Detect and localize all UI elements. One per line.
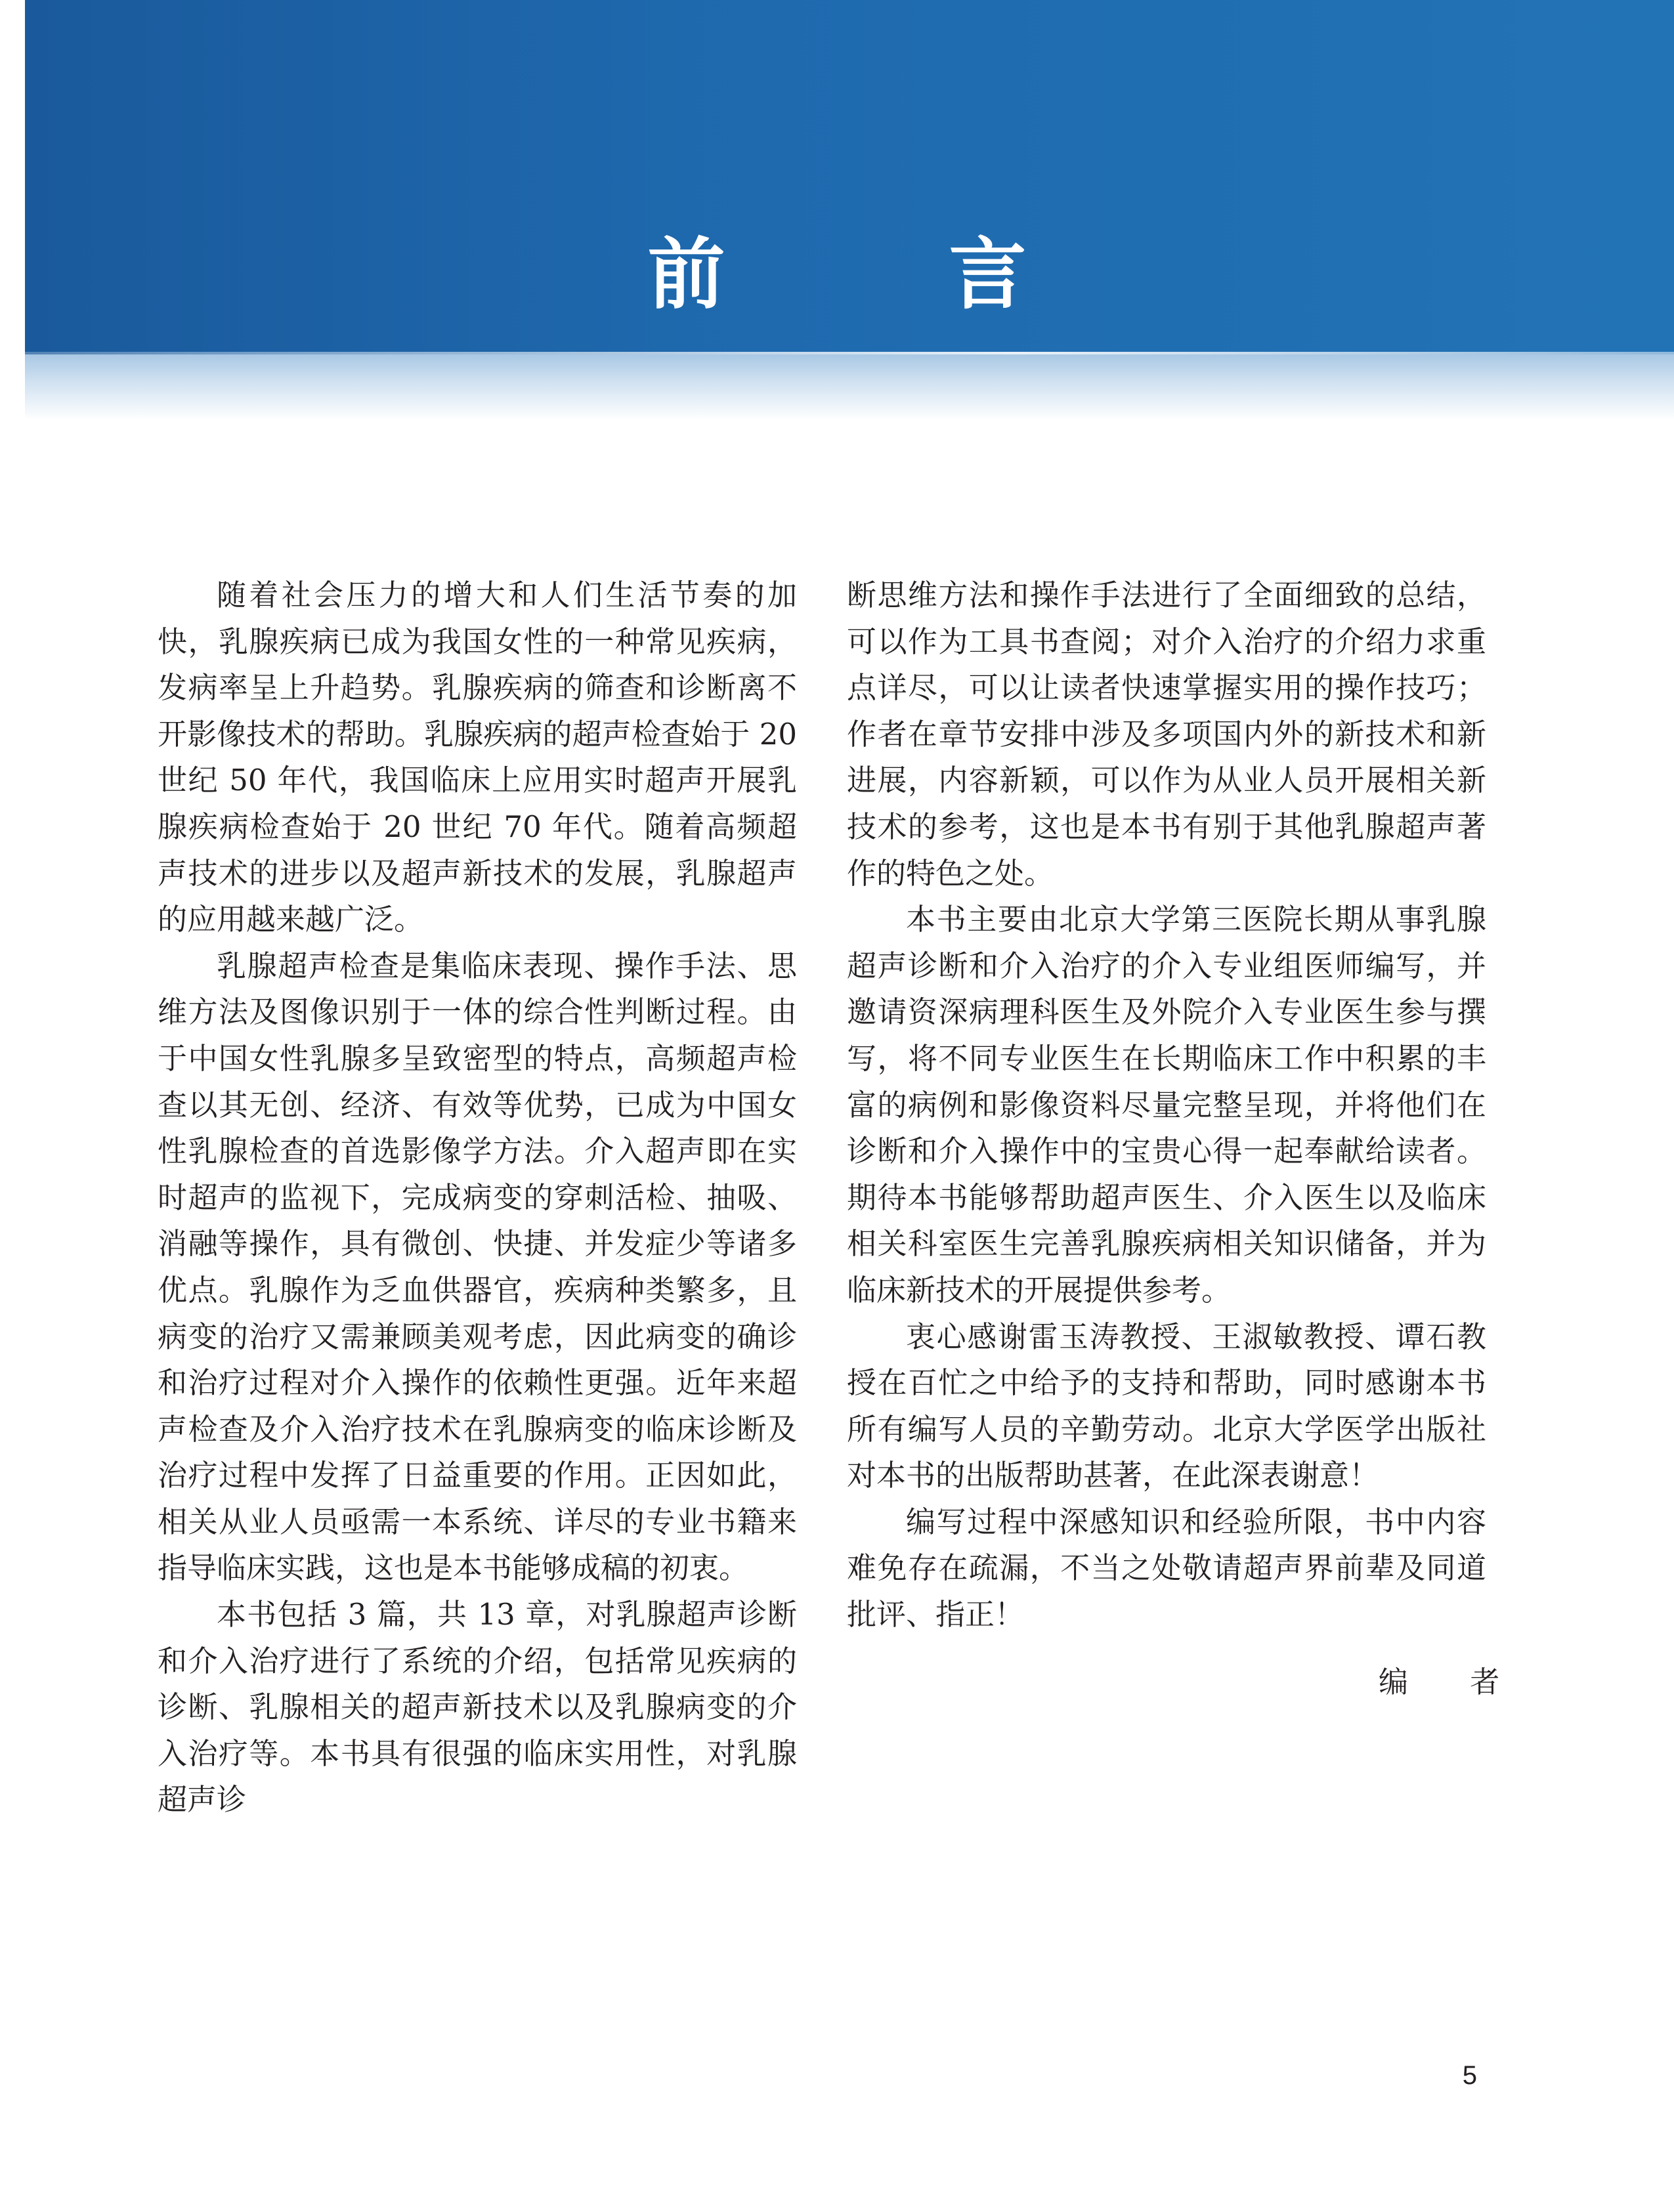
paragraph: 衷心感谢雷玉涛教授、王淑敏教授、谭石教授在百忙之中给予的支持和帮助，同时感谢本书所有编写人员的辛勤劳动。北京大学医学出版社对本书的出版帮助甚著，在此深表谢意！ [847,1319,1486,1493]
banner-fade [25,354,1674,420]
paragraph-continued: 断思维方法和操作手法进行了全面细致的总结，可以作为工具书查阅；对介入治疗的介绍力求重点详尽，可以让读者快速掌握实用的操作技巧；作者在章节安排中涉及多项国内外的新技术和新进展，内容新颖，可以作为从业人员开展相关新技术的参考，这也是本书有别于其他乳腺超声著作的特色之处。 [847,578,1486,891]
paragraph: 随着社会压力的增大和人们生活节奏的加快，乳腺疾病已成为我国女性的一种常见疾病，发病率呈上升趋势。乳腺疾病的筛查和诊断离不开影像技术的帮助。乳腺疾病的超声检查始于 20 世纪 50 年代，我国临床上应用实时超声开展乳腺疾病检查始于 20 世纪 70 年代。随着高频超声技术的进步以及超声新技术的发展，乳腺超声的应用越来越广泛。 [158,578,797,937]
author-signature: 编 者 [1379,1665,1526,1699]
paragraph: 编写过程中深感知识和经验所限，书中内容难免存在疏漏，不当之处敬请超声界前辈及同道批评、指正！ [847,1504,1486,1632]
paragraph: 乳腺超声检查是集临床表现、操作手法、思维方法及图像识别于一体的综合性判断过程。由于中国女性乳腺多呈致密型的特点，高频超声检查以其无创、经济、有效等优势，已成为中国女性乳腺检查的首选影像学方法。介入超声即在实时超声的监视下，完成病变的穿刺活检、抽吸、消融等操作，具有微创、快捷、并发症少等诸多优点。乳腺作为乏血供器官，疾病种类繁多，且病变的治疗又需兼顾美观考虑，因此病变的确诊和治疗过程对介入操作的依赖性更强。近年来超声检查及介入治疗技术在乳腺病变的临床诊断及治疗过程中发挥了日益重要的作用。正因如此，相关从业人员亟需一本系统、详尽的专业书籍来指导临床实践，这也是本书能够成稿的初衷。 [158,948,797,1586]
right-column [847,572,1486,1638]
paragraph: 本书包括 3 篇，共 13 章，对乳腺超声诊断和介入治疗进行了系统的介绍，包括常见疾病的诊断、乳腺相关的超声新技术以及乳腺病变的介入治疗等。本书具有很强的临床实用性，对乳腺超声诊 [158,1597,797,1818]
page-title: 前 言 [647,229,1125,320]
paragraph: 本书主要由北京大学第三医院长期从事乳腺超声诊断和介入治疗的介入专业组医师编写，并邀请资深病理科医生及外院介入专业医生参与撰写，将不同专业医生在长期临床工作中积累的丰富的病例和影像资料尽量完整呈现，并将他们在诊断和介入操作中的宝贵心得一起奉献给读者。期待本书能够帮助超声医生、介入医生以及临床相关科室医生完善乳腺疾病相关知识储备，并为临床新技术的开展提供参考。 [847,902,1486,1308]
page-number: 5 [1462,2061,1477,2090]
left-column [158,572,797,1823]
